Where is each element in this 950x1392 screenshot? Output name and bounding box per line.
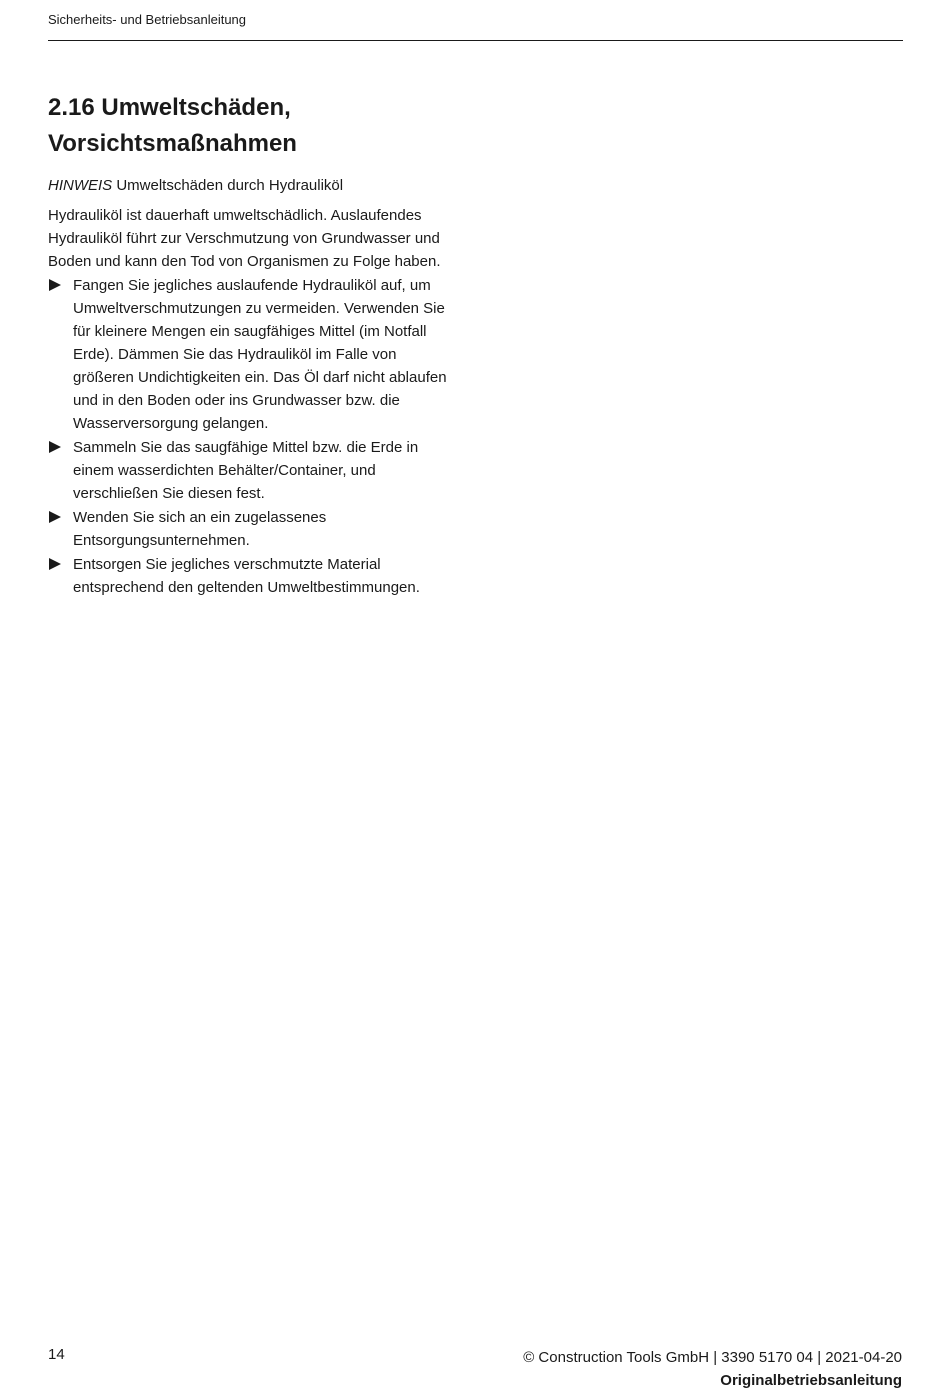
footer-doc-type: Originalbetriebsanleitung [720,1372,902,1389]
notice-keyword: HINWEIS [48,177,113,194]
running-header: Sicherheits- und Betriebsanleitung [48,12,247,27]
instruction-text: Sammeln Sie das saugfähige Mittel bzw. die Erde in einem wasserdichten Behälter/Container, und verschließen Sie diesen fest. [73,439,419,502]
section-title-line1: 2.16 Umweltschäden, [48,94,291,121]
instruction-list [48,274,458,599]
notice [48,174,458,197]
body-paragraph: Hydrauliköl ist dauerhaft umweltschädlich. Auslaufendes Hydrauliköl führt zur Verschmutzung von Grundwasser und Boden und kann den Tod von Organismen zu Folge haben. [48,207,441,270]
header-divider [48,40,903,41]
instruction-item [48,274,458,435]
play-triangle-icon [49,441,61,453]
footer-copyright: © Construction Tools GmbH | 3390 5170 04 | 2021-04-20 [523,1349,902,1366]
instruction-item [48,436,458,505]
section-content [48,90,458,599]
page-number: 14 [48,1346,65,1363]
instruction-item [48,553,458,599]
instruction-text: Entsorgen Sie jegliches verschmutzte Material entsprechend den geltenden Umweltbestimmungen. [73,556,420,596]
instruction-text: Wenden Sie sich an ein zugelassenes Entsorgungsunternehmen. [73,509,327,549]
footer-info [523,1346,902,1392]
play-triangle-icon [49,279,61,291]
section-title-line2: Vorsichtsmaßnahmen [48,130,297,157]
instruction-item [48,506,458,552]
play-triangle-icon [49,558,61,570]
play-triangle-icon [49,511,61,523]
section-title [48,90,458,162]
notice-text: Umweltschäden durch Hydrauliköl [112,177,344,194]
instruction-text: Fangen Sie jegliches auslaufende Hydrauliköl auf, um Umweltverschmutzungen zu vermeiden. Verwenden Sie für kleinere Mengen ein saugfähiges Mittel (im Notfall Erde). Dämmen Sie das Hydrauliköl im Falle von größeren Undichtigkeiten ein. Das Öl darf nicht ablaufen und in den Boden oder ins Grundwasser bzw. die Wasserversorgung gelangen. [73,277,447,432]
